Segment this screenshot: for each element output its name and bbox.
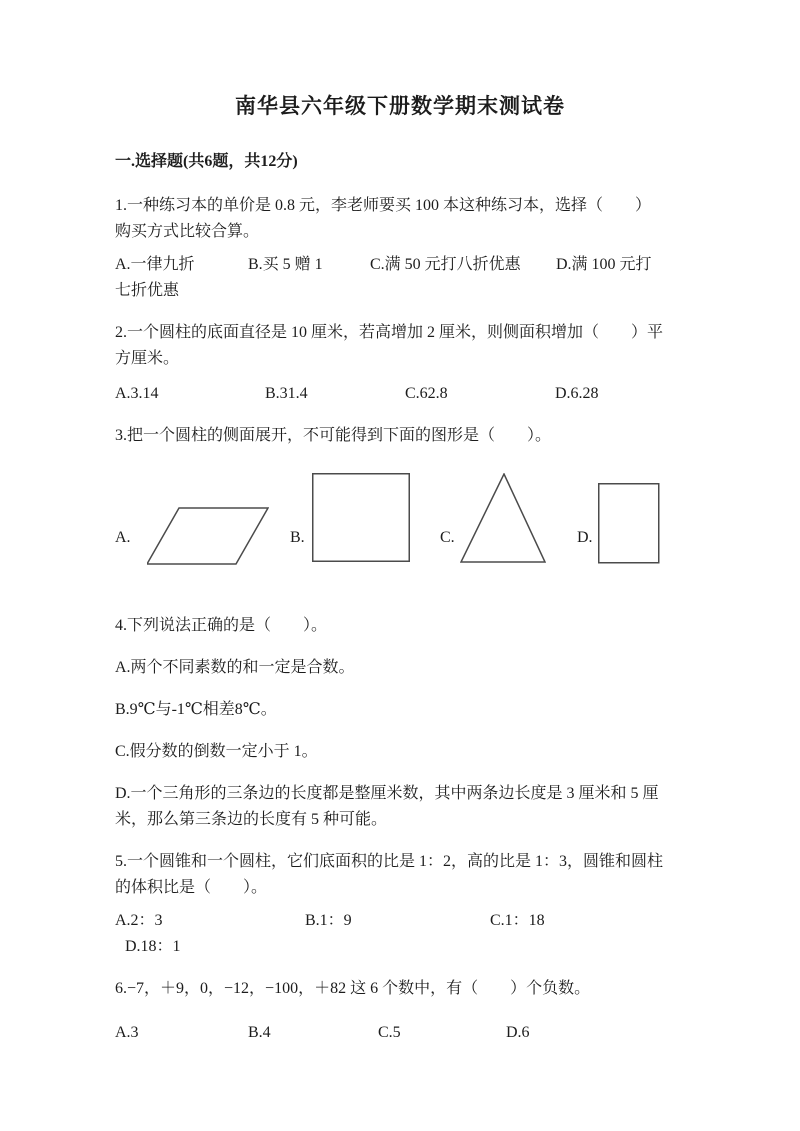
question-6-option-b: B.4 — [248, 1024, 271, 1041]
question-2-line-1: 2.一个圆柱的底面直径是 10 厘米，若高增加 2 厘米，则侧面积增加（ ）平 — [115, 324, 664, 341]
question-1-option-a: A.一律九折 — [115, 256, 195, 273]
question-1-option-d: D.满 100 元打 — [556, 256, 652, 273]
triangle-shape — [460, 473, 546, 564]
question-1-options — [115, 252, 685, 278]
question-3-line-1: 3.把一个圆柱的侧面展开，不可能得到下面的图形是（ ）。 — [115, 427, 552, 444]
figure-label-b: B. — [290, 529, 305, 546]
section-header: 一.选择题(共6题，共12分) — [115, 153, 298, 170]
question-5-option-d: D.18：1 — [125, 938, 181, 955]
question-4-option-b: B.9℃与-1℃相差8℃。 — [115, 701, 277, 718]
question-1-option-c: C.满 50 元打八折优惠 — [370, 256, 521, 273]
question-2 — [115, 320, 685, 407]
question-6-option-a: A.3 — [115, 1024, 139, 1041]
question-1-option-b: B.买 5 赠 1 — [248, 256, 323, 273]
figure-label-c: C. — [440, 529, 455, 546]
question-3-figures — [115, 465, 685, 579]
question-4-option-d-line-2: 米，那么第三条边的长度有 5 种可能。 — [115, 811, 388, 828]
question-2-option-a: A.3.14 — [115, 385, 159, 402]
question-6 — [115, 976, 685, 1046]
question-2-option-c: C.62.8 — [405, 385, 448, 402]
question-5-options — [115, 908, 685, 934]
question-5 — [115, 849, 685, 960]
question-3 — [115, 423, 685, 579]
question-2-line-2: 方厘米。 — [115, 350, 180, 367]
question-4-line-1: 4.下列说法正确的是（ ）。 — [115, 617, 328, 634]
question-5-option-b: B.1：9 — [305, 912, 352, 929]
figure-label-a: A. — [115, 529, 131, 546]
question-4 — [115, 613, 685, 833]
parallelogram-shape — [147, 507, 269, 565]
question-4-option-c: C.假分数的倒数一定小于 1。 — [115, 743, 318, 760]
question-5-option-a: A.2：3 — [115, 912, 163, 929]
question-1-line-1: 1.一种练习本的单价是 0.8 元，李老师要买 100 本这种练习本，选择（ ） — [115, 197, 652, 214]
question-6-option-c: C.5 — [378, 1024, 401, 1041]
question-4-option-d-line-1: D.一个三角形的三条边的长度都是整厘米数，其中两条边长度是 3 厘米和 5 厘 — [115, 785, 659, 802]
rectangle-shape-large — [312, 473, 410, 562]
question-6-option-d: D.6 — [506, 1024, 530, 1041]
page-title: 南华县六年级下册数学期末测试卷 — [235, 94, 565, 118]
question-6-line-1: 6.−7，＋9，0，−12，−100，＋82 这 6 个数中，有（ ）个负数。 — [115, 980, 591, 997]
figure-label-d: D. — [577, 529, 593, 546]
question-1 — [115, 193, 685, 304]
question-5-line-1: 5.一个圆锥和一个圆柱，它们底面积的比是 1：2，高的比是 1：3，圆锥和圆柱 — [115, 853, 664, 870]
question-2-option-d: D.6.28 — [555, 385, 599, 402]
question-4-option-a: A.两个不同素数的和一定是合数。 — [115, 659, 355, 676]
question-2-options — [115, 381, 685, 407]
question-6-options — [115, 1020, 685, 1046]
question-5-line-2: 的体积比是（ ）。 — [115, 879, 268, 896]
question-5-option-c: C.1：18 — [490, 912, 545, 929]
rectangle-shape-small — [598, 483, 660, 564]
question-1-line-2: 购买方式比较合算。 — [115, 223, 260, 240]
question-2-option-b: B.31.4 — [265, 385, 308, 402]
question-1-option-d-wrap: 七折优惠 — [115, 282, 180, 299]
